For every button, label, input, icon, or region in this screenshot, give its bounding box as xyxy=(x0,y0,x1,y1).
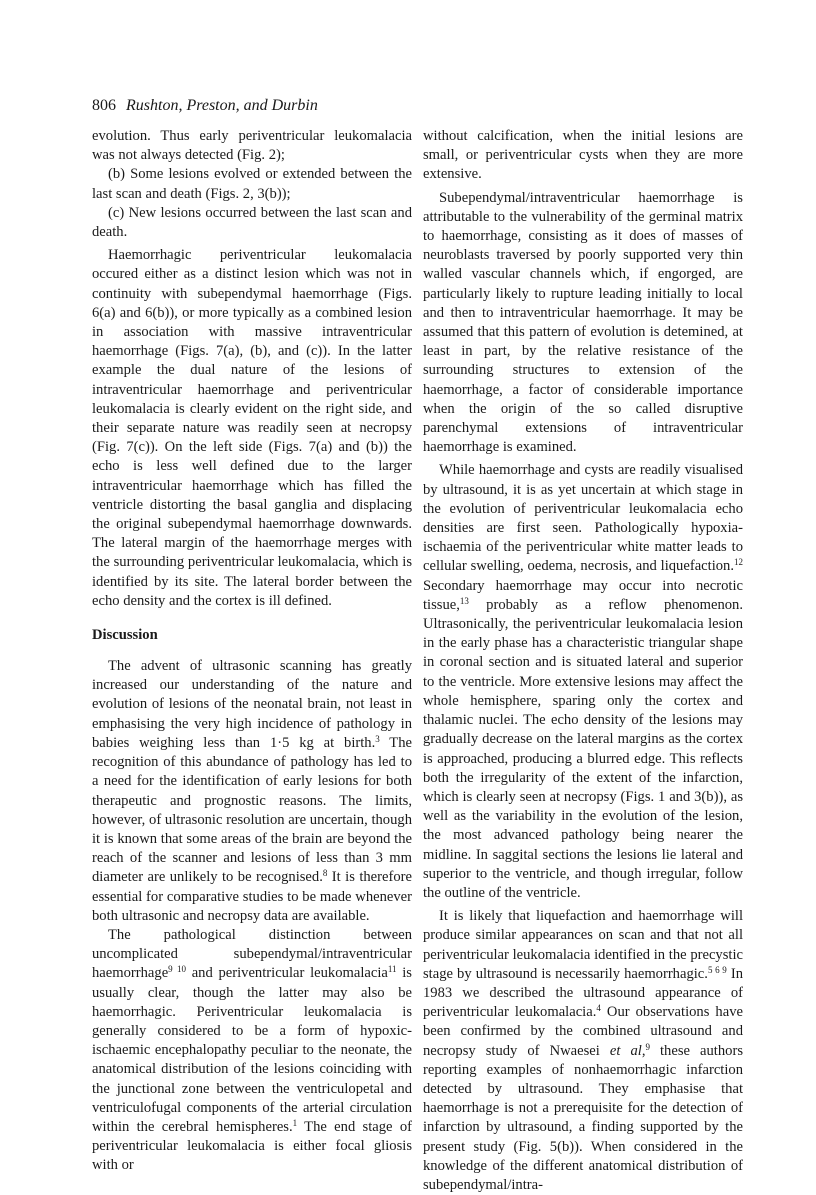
text: Secondary haemorrhage may occur into necrotic tissue, xyxy=(423,577,743,613)
paragraph xyxy=(423,907,743,1195)
paragraph: Haemorrhagic periventricular leukomalacia occured either as a distinct lesion which was not in continuity with subependymal haemorrhage (Figs. 6(a) and 6(b)), or more typically as a combined lesion in association with massive intraventricular haemorrhage (Figs. 7(a), (b), and (c)). In the latter example the dual nature of the lesions of intraventricular haemorrhage and periventricular leukomalacia is clearly evident on the right side, and their separate nature was readily seen at necropsy (Fig. 7(c)). On the left side (Figs. 7(a) and (b)) the echo is less well defined due to the larger intraventricular haemorrhage which has filled the ventricle distorting the basal ganglia and displacing the original subependymal haemorrhage downwards. The lateral margin of the haemorrhage merges with the surrounding periventricular leukomalacia, which is identified by its site. The lateral border between the echo density and the cortex is ill defined. xyxy=(92,247,412,609)
paragraph: (c) New lesions occurred between the last scan and death. xyxy=(92,204,412,241)
text: The end stage of periventricular leukomalacia is either focal gliosis with or xyxy=(92,1118,412,1174)
reference-marker: 4 xyxy=(596,1003,601,1014)
section-heading: Discussion xyxy=(92,627,158,644)
reference-marker: 11 xyxy=(387,964,397,975)
reference-marker: 1 xyxy=(292,1117,298,1128)
reference-marker: 9 xyxy=(645,1041,650,1052)
paragraph: without calcification, when the initial lesions are small, or periventricular cysts when they are more extensive. xyxy=(423,128,743,183)
reference-marker: 3 xyxy=(375,733,380,744)
text: The pathological distinction between uncomplicated subependymal/intraventricular haemorrhage xyxy=(92,926,412,982)
text: The recognition of this abundance of pathology has led to a need for the identification of early lesions for both therapeutic and prognostic reasons. The limits, however, of ultrasonic resolution are uncertain, though it is known that some areas of the brain are beyond the reach of the scanner and lesions of less than 3 mm diameter are unlikely to be recognised. xyxy=(92,734,412,886)
text: Our observations have been confirmed by the combined ultrasound and necropsy study of Nwaesei xyxy=(423,1004,743,1059)
text: The advent of ultrasonic scanning has greatly increased our understanding of the nature and evolution of lesions of the neonatal brain, not least in emphasising the very high incidence of pathology in babies weighing less than 1·5 kg at birth. xyxy=(92,658,412,751)
paragraph xyxy=(92,926,412,1176)
text: It is therefore essential for comparative studies to be made whenever both ultrasonic and necropsy data are available. xyxy=(92,869,412,924)
reference-marker: 12 xyxy=(734,557,743,568)
text: these authors reporting examples of nonhaemorrhagic infarction detected by ultrasound. They emphasise that haemorrhage is not a prerequisite for the detection of infarction by ultrasound, a finding supported by the present study (Fig. 5(b)). When considered in the knowledge of the different anatomical distribution of subependymal/intra- xyxy=(423,1042,743,1193)
reference-marker: 5 6 9 xyxy=(707,964,727,975)
reference-marker: 8 xyxy=(322,868,328,879)
italic-text: et al xyxy=(609,1042,642,1059)
text: is usually clear, though the latter may also be haemorrhagic. Periventricular leukomalacia is generally considered to be a form of hypoxic-ischaemic encephalopathy peculiar to the neonate, the anatomical distribution of the lesions coinciding with the junctional zone between the ventriculopetal and ventriculofugal components of the arterial circulation within the cerebral hemispheres. xyxy=(92,965,412,1135)
paragraph xyxy=(92,657,412,926)
paragraph: (b) Some lesions evolved or extended between the last scan and death (Figs. 2, 3(b)); xyxy=(92,166,412,202)
running-header xyxy=(92,96,318,116)
paragraph: evolution. Thus early periventricular leukomalacia was not always detected (Fig. 2); xyxy=(92,128,412,164)
paragraph xyxy=(423,461,743,903)
left-column xyxy=(92,127,412,1176)
text: probably as a reflow phenomenon. Ultrasonically, the periventricular leukomalacia lesion in the early phase has a characteristic triangular shape in coronal section and is situated lateral and superior to the ventricle. More extensive lesions may affect the whole hemisphere, sparing only the cortex and thalamic nuclei. The echo density of the lesions may gradually decrease on the lateral margins as the cortex is approached, producing a blurred edge. This reflects both the irregularity of the extent of the infarction, which is clearly seen at necropsy (Figs. 1 and 3(b)), as well as the variability in the evolution of the lesion, the most advanced pathology being nearer the midline. In saggital sections the lesions lie lateral and superior to the ventricle, and though irregular, follow the outline of the ventricle. xyxy=(423,596,743,901)
page-number: 806 xyxy=(92,97,116,114)
running-authors: Rushton, Preston, and Durbin xyxy=(126,97,318,114)
right-column xyxy=(423,127,743,1195)
reference-marker: 9 10 xyxy=(168,964,186,975)
text: It is likely that liquefaction and haemorrhage will produce similar appearances on scan and that not all periventricular leukomalacia identified in the precystic stage by ultrasound is necessarily haemorrhagic. xyxy=(423,908,743,982)
text: , xyxy=(641,1042,646,1059)
paragraph: Subependymal/intraventricular haemorrhage is attributable to the vulnerability of the germinal matrix to haemorrhage, consisting as it does of masses of neuroblasts traversed by poorly supported very thin walled vascular channels which, if engorged, are particularly likely to rupture leading initially to local and then to intraventricular haemorrhage. It may be assumed that this pattern of evolution is detemined, at least in part, by the relative resistance of the surrounding structures to extension of the haemorrhage, a factor of considerable importance when the origin of the so called disruptive parenchymal extensions of intraventricular haemorrhage is examined. xyxy=(423,189,743,456)
text: and periventricular leukomalacia xyxy=(185,965,388,982)
text: In 1983 we described the ultrasound appearance of periventricular leukomalacia. xyxy=(423,965,744,1021)
text: While haemorrhage and cysts are readily visualised by ultrasound, it is as yet uncertain at which stage in the evolution of periventricular leukomalacia echo densities are first seen. Pathologically hypoxia-ischaemia of the periventricular white matter leads to cellular swelling, oedema, necrosis, and liquefaction. xyxy=(423,462,743,575)
reference-marker: 13 xyxy=(459,595,469,606)
